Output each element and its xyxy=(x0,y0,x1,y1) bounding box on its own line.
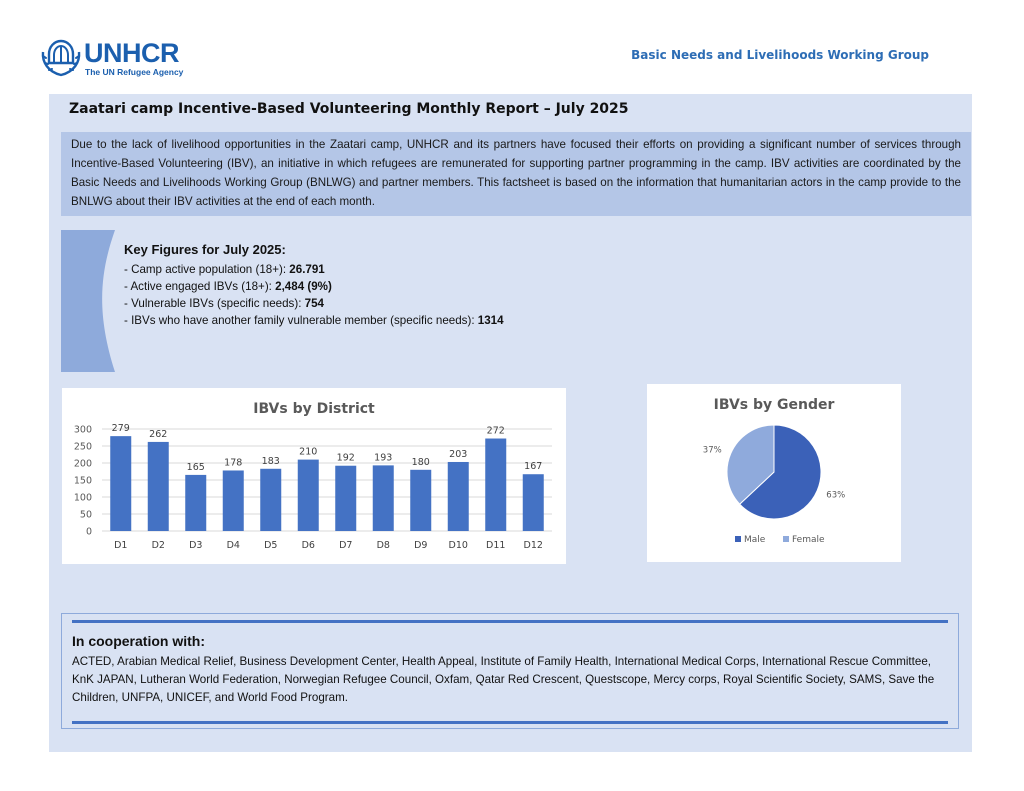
district-bar-value-label: 279 xyxy=(111,423,130,435)
district-x-tick-label: D5 xyxy=(264,540,278,551)
district-bar xyxy=(148,442,169,531)
district-x-tick-label: D8 xyxy=(376,540,390,551)
district-bar xyxy=(373,465,394,531)
district-x-tick-label: D11 xyxy=(486,540,506,551)
district-bar xyxy=(410,470,431,531)
cooperation-box xyxy=(61,613,959,729)
district-x-tick-label: D7 xyxy=(339,540,353,551)
district-y-tick-label: 300 xyxy=(73,424,92,436)
district-bar-value-label: 183 xyxy=(261,455,280,467)
unhcr-tagline: The UN Refugee Agency xyxy=(85,67,184,77)
district-bar-chart xyxy=(62,388,566,564)
intro-paragraph: Due to the lack of livelihood opportunities in the Zaatari camp, UNHCR and its partners have focused their efforts on providing a significant number of services through Incentive-Based Volunteering (IBV), an initiative in which refugees are remunerated for supporting partner programming in the camp. IBV activities are coordinated by the Basic Needs and Livelihoods Working Group (BNLWG) and partner members. This factsheet is based on the information that humanitarian actors in the camp provide to the BNLWG about their IBV activities at the end of each month. xyxy=(61,132,971,216)
cooperation-divider xyxy=(72,620,948,623)
district-bar-value-label: 262 xyxy=(149,428,168,440)
district-bar xyxy=(223,470,244,531)
district-y-tick-label: 150 xyxy=(73,475,92,487)
key-figure-value: 2,484 (9%) xyxy=(275,280,332,293)
district-bar-value-label: 192 xyxy=(336,452,355,464)
district-chart-card xyxy=(62,388,566,564)
district-x-tick-label: D2 xyxy=(151,540,165,551)
gender-pie-chart xyxy=(647,384,901,562)
key-figure-value: 1314 xyxy=(477,314,504,327)
unhcr-emblem-icon xyxy=(40,38,82,78)
district-y-tick-label: 200 xyxy=(73,458,92,470)
district-bar xyxy=(298,460,319,531)
key-figure-label: - IBVs who have another family vulnerable member (specific needs): xyxy=(124,314,478,327)
report-panel xyxy=(49,94,972,752)
district-x-tick-label: D10 xyxy=(448,540,468,551)
key-figure-label: - Vulnerable IBVs (specific needs): xyxy=(124,297,305,310)
district-x-tick-label: D6 xyxy=(301,540,315,551)
district-bar-value-label: 178 xyxy=(224,457,243,469)
district-bar xyxy=(485,439,506,531)
district-bar-value-label: 180 xyxy=(411,456,430,468)
gender-chart-card xyxy=(647,384,901,562)
key-figure-item xyxy=(124,312,504,329)
district-bar xyxy=(185,475,206,531)
unhcr-wordmark: UNHCR xyxy=(84,38,179,68)
key-figure-value: 754 xyxy=(304,297,324,310)
district-bar-value-label: 167 xyxy=(524,461,543,473)
district-bar-value-label: 203 xyxy=(449,448,468,460)
unhcr-logo xyxy=(40,38,190,78)
gender-slice-label: 63% xyxy=(826,490,846,501)
district-chart-title: IBVs by District xyxy=(253,401,375,417)
district-bar-value-label: 193 xyxy=(374,452,393,464)
district-x-tick-label: D3 xyxy=(189,540,203,551)
district-y-tick-label: 100 xyxy=(73,492,92,504)
district-y-tick-label: 0 xyxy=(85,526,92,538)
district-x-tick-label: D9 xyxy=(414,540,428,551)
district-bar-value-label: 272 xyxy=(486,425,505,437)
key-figure-label: - Active engaged IBVs (18+): xyxy=(124,280,276,293)
gender-legend-swatch xyxy=(783,536,789,542)
key-figures xyxy=(124,241,504,329)
gender-slice-label: 37% xyxy=(702,445,722,456)
key-figures-title: Key Figures for July 2025: xyxy=(124,242,286,257)
district-bar xyxy=(448,462,469,531)
key-figure-value: 26.791 xyxy=(289,263,325,276)
district-x-tick-label: D12 xyxy=(523,540,543,551)
cooperation-title: In cooperation with: xyxy=(72,633,205,649)
district-y-tick-label: 250 xyxy=(73,441,92,453)
key-figure-item xyxy=(124,261,504,278)
report-title: Zaatari camp Incentive-Based Volunteering Monthly Report – July 2025 xyxy=(69,101,629,117)
district-y-tick-label: 50 xyxy=(79,509,92,521)
district-bar-value-label: 210 xyxy=(299,446,318,458)
gender-legend-swatch xyxy=(735,536,741,542)
gender-chart-title: IBVs by Gender xyxy=(713,397,835,413)
working-group-name: Basic Needs and Livelihoods Working Group xyxy=(631,48,929,62)
district-x-tick-label: D4 xyxy=(226,540,240,551)
district-bar xyxy=(523,474,544,531)
district-bar xyxy=(335,466,356,531)
district-bar xyxy=(260,469,281,531)
key-figure-label: - Camp active population (18+): xyxy=(124,263,290,276)
district-bar xyxy=(110,436,131,531)
district-bar-value-label: 165 xyxy=(186,461,205,473)
key-figure-item xyxy=(124,295,504,312)
key-figure-item xyxy=(124,278,504,295)
key-figures-ribbon-decoration xyxy=(61,230,115,372)
cooperation-partners: ACTED, Arabian Medical Relief, Business Development Center, Health Appeal, Institute of Family Health, International Medical Corps, International Rescue Committee, KnK JAPAN, Lutheran World Federation, Norwegian Refugee Council, Oxfam, Qatar Red Crescent, Questscope, Mercy corps, Royal Scientific Society, SAMS, Save the Children, UNFPA, UNICEF, and World Food Program. xyxy=(72,655,935,704)
cooperation-divider xyxy=(72,721,948,724)
gender-legend-label: Female xyxy=(792,535,825,545)
district-x-tick-label: D1 xyxy=(114,540,128,551)
gender-legend-label: Male xyxy=(744,535,766,545)
